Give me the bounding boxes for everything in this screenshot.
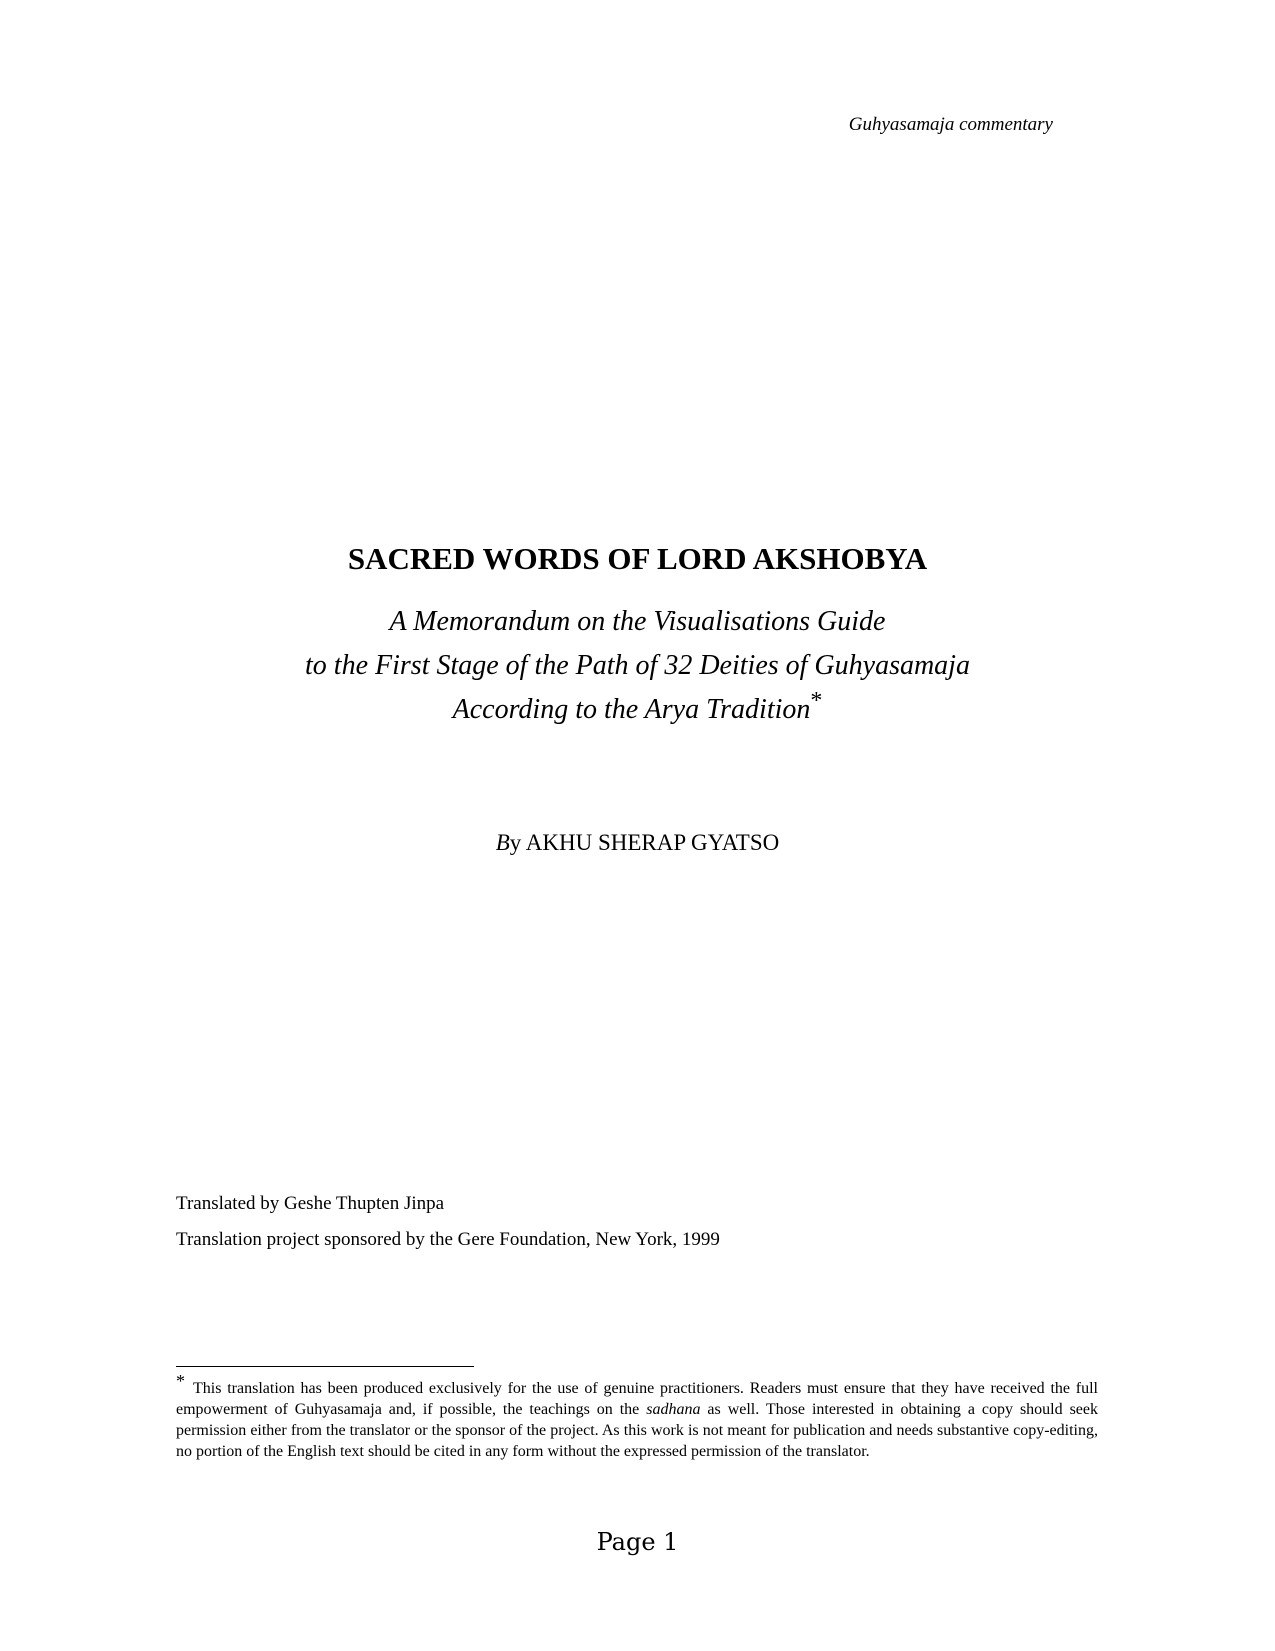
credits-block — [176, 1186, 720, 1258]
footnote-text-part1: This translation has been produced exclusively for the use of genuine practitioners. Readers must ensure that they have received the full empowerment of Guhyasamaja and, if possible, the teachings on the — [176, 1380, 1098, 1418]
translator-credit: Translated by Geshe Thupten Jinpa — [176, 1193, 445, 1214]
document-subtitle — [0, 600, 1275, 732]
subtitle-line-3 — [0, 688, 1275, 732]
author-line — [0, 830, 1275, 856]
author-name: AKHU SHERAP GYATSO — [525, 830, 780, 855]
footnote-marker: * — [176, 1371, 185, 1391]
author-by-initial: B — [495, 830, 510, 855]
running-header: Guhyasamaja commentary — [848, 114, 1053, 135]
sponsor-credit: Translation project sponsored by the Gere Foundation, New York, 1999 — [176, 1229, 720, 1250]
author-by-rest: y — [509, 830, 522, 855]
title-block — [0, 540, 1275, 732]
footnote-divider — [176, 1366, 474, 1367]
page-number: Page 1 — [596, 1528, 679, 1556]
footnote-reference[interactable]: * — [810, 688, 823, 714]
footnote-text-italic: sadhana — [646, 1401, 701, 1418]
subtitle-line-2: to the First Stage of the Path of 32 Deities of Guhyasamaja — [305, 650, 970, 681]
subtitle-line-1: A Memorandum on the Visualisations Guide — [389, 606, 886, 637]
footnote — [176, 1371, 1099, 1462]
footnote-text-part2: as well. Those interested in obtaining a copy should seek permission either from the translator or the sponsor of the project. As this work is not meant for publication and needs substantive copy-editing, no portion of the English text should be cited in any form without the expressed permission of the translator. — [176, 1401, 1099, 1460]
subtitle-line-3-text: According to the Arya Tradition — [452, 694, 811, 725]
document-title: SACRED WORDS OF LORD AKSHOBYA — [347, 541, 928, 576]
